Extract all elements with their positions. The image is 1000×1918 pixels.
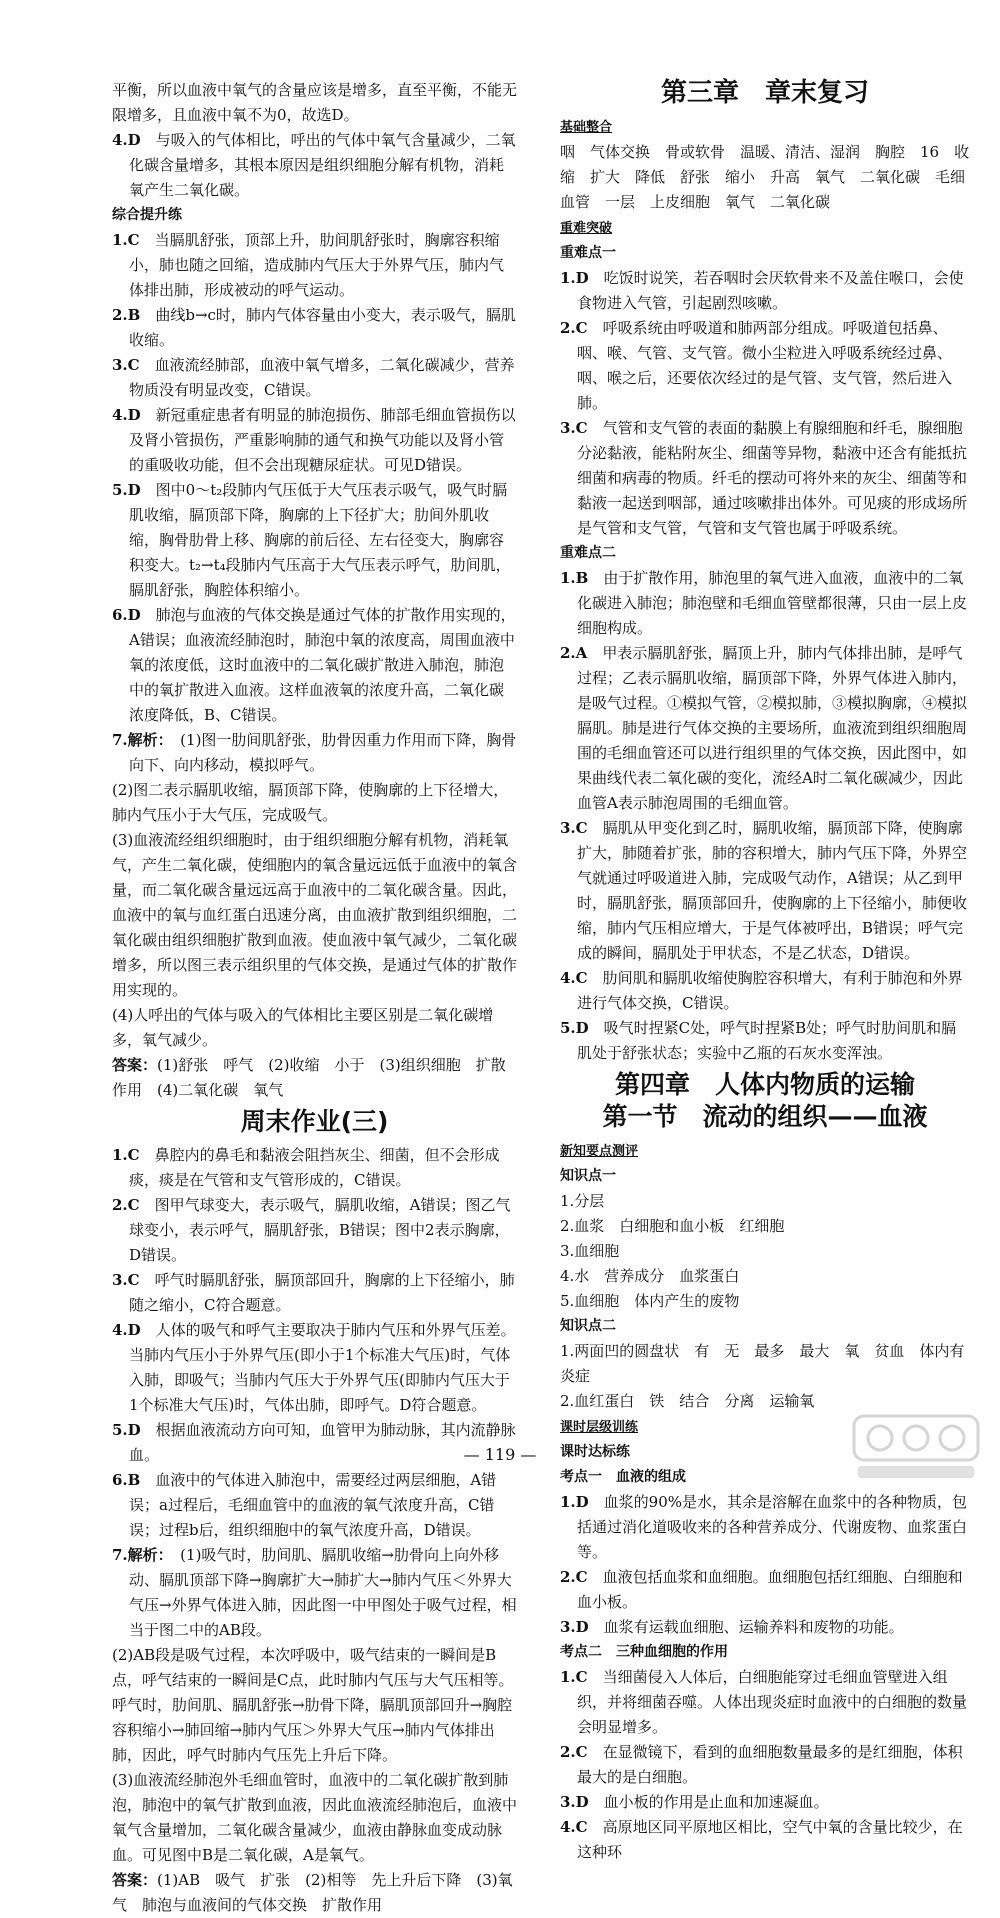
item-number: 1.D	[560, 269, 604, 287]
item-number: 5.D	[112, 481, 156, 499]
item-text: 血小板的作用是止血和加速凝血。	[603, 1793, 829, 1811]
answer-item	[112, 478, 517, 603]
right-column	[560, 74, 970, 1865]
item-text: 血液流经肺部，血液中氧气增多，二氧化碳减少，营养物质没有明显改变，C错误。	[129, 356, 515, 399]
answer-item	[112, 353, 517, 403]
item-number: 3.C	[112, 356, 155, 374]
chapter-title-weekend: 周末作业(三)	[240, 1107, 389, 1136]
item-number: 7.解析：	[112, 1546, 181, 1564]
answer-item	[560, 641, 970, 816]
kp2-items	[560, 1339, 970, 1414]
section-title-4-1: 第一节 流动的组织——血液	[602, 1102, 928, 1131]
item-number: 5.D	[560, 1019, 604, 1037]
item-text: 高原地区同平原地区相比，空气中氧的含量比较少，在这种环	[577, 1818, 963, 1861]
comprehensive-continuation	[112, 778, 517, 1053]
answer-item	[112, 303, 517, 353]
answer-item	[560, 1740, 970, 1790]
paragraph: 4.水 营养成分 血浆蛋白	[560, 1267, 740, 1285]
item-number: 2.C	[112, 1196, 155, 1214]
item-text: 当膈肌舒张，顶部上升，肋间肌舒张时，胸廓容积缩小，肺也随之回缩，造成肺内气压大于外界气压，肺内气体排出肺，形成被动的呼气运动。	[129, 231, 505, 299]
item-text: 肺泡与血液的气体交换是通过气体的扩散作用实现的，A错误；血液流经肺泡时，肺泡中氧的浓度高，周围血液中氧的浓度低，这时血液中的二氧化碳扩散进入肺泡，肺泡中的氧扩散进入血液。这样血液氧的浓度升高，二氧化碳浓度降低，B、C错误。	[129, 606, 516, 724]
paragraph: 1.两面凹的圆盘状 有 无 最多 最大 氧 贫血 体内有炎症	[560, 1342, 965, 1385]
answer-item	[112, 1268, 517, 1318]
item-number: 1.B	[560, 569, 604, 587]
paragraph: 平衡，所以血液中氧气的含量应该是增多，直至平衡，不能无限增多，且血液中氧不为0，故选D。	[112, 81, 518, 124]
exam1-title: 考点一 血液的组成	[560, 1469, 686, 1485]
watermark-logo	[850, 1412, 982, 1482]
paragraph: 3.血细胞	[560, 1242, 620, 1260]
answer-item	[560, 416, 970, 541]
item-number: 4.C	[560, 969, 603, 987]
item-text: 血浆的90%是水，其余是溶解在血浆中的各种物质，包括通过消化道吸收来的各种营养成分、代谢废物、血浆蛋白等。	[577, 1493, 968, 1561]
answer-item	[560, 316, 970, 416]
kp1-items	[560, 1189, 970, 1314]
item-text: 气管和支气管的表面的黏膜上有腺细胞和纤毛，腺细胞分泌黏液，能粘附灰尘、细菌等异物，黏液中还含有能抵抗细菌和病毒的物质。纤毛的摆动可将外来的灰尘、细菌等和黏液一起送到咽部，通过咳嗽排出体外。可见痰的形成场所是气管和支气管，气管和支气管也属于呼吸系统。	[577, 419, 968, 537]
item-text: 吃饭时说笑，若吞咽时会厌软骨来不及盖住喉口，会使食物进入气管，引起剧烈咳嗽。	[577, 269, 964, 312]
weekend-continuation	[112, 1643, 517, 1868]
answer-item	[112, 403, 517, 478]
answer-item	[112, 1143, 517, 1193]
practice-title: 课时层级训练	[560, 1420, 639, 1435]
answer-item	[112, 128, 517, 203]
weekend-items	[112, 1143, 517, 1643]
item-number: 2.C	[560, 1568, 603, 1586]
item-text: 人体的吸气和呼气主要取决于肺内气压和外界气压差。当肺内气压小于外界气压(即小于1个标准大气压)时，气体入肺，即吸气；当肺内气压大于外界气压(即肺内气压大于1个标准大气压)时，气体出肺，即呼气。D符合题意。	[129, 1321, 516, 1414]
item-text: 曲线b→c时，肺内气体容量由小变大，表示吸气，膈肌收缩。	[129, 306, 516, 349]
key2-items	[560, 566, 970, 1066]
paragraph: (3)血液流经肺泡外毛细血管时，血液中的二氧化碳扩散到肺泡，肺泡中的氧气扩散到血液，因此血液流经肺泡后，血液中氧气含量增加，二氧化碳含量减少，血液由静脉血变成动脉血。可见图中B是二氧化碳，A是氧气。	[112, 1771, 518, 1864]
item-text: 吸气时捏紧C处，呼气时捏紧B处；呼气时肋间肌和膈肌处于舒张状态；实验中乙瓶的石灰水变浑浊。	[577, 1019, 957, 1062]
item-number: 4.D	[112, 406, 156, 424]
answer-item	[560, 266, 970, 316]
answer-item	[112, 603, 517, 728]
basic-keywords: 咽 气体交换 骨或软骨 温暖、清洁、湿润 胸腔 16 收缩 扩大 降低 舒张 缩小 升高 氧气 二氧化碳 毛细血管 一层 上皮细胞 氧气 二氧化碳	[560, 143, 970, 211]
paragraph: (3)血液流经组织细胞时，由于组织细胞分解有机物，消耗氧气，产生二氧化碳，使细胞内的氧含量远远低于血液中的氧含量，而二氧化碳含量远远高于血液中的二氧化碳含量。因此，血液中的氧与血红蛋白迅速分离，由血液扩散到组织细胞，二氧化碳由组织细胞扩散到血液。使血液中氧气减少，二氧化碳增多，所以图三表示组织里的气体交换，是通过气体的扩散作用实现的。	[112, 831, 518, 999]
section-title-comprehensive: 综合提升练	[112, 207, 182, 223]
item-text: 膈肌从甲变化到乙时，膈肌收缩，膈顶部下降，使胸廓扩大，肺随着扩张，肺的容积增大，肺内气压下降，外界空气就通过呼吸道进入肺，完成吸气动作，A错误；从乙到甲时，膈肌舒张，膈顶部回升，使胸廓的上下径缩小，肺便收缩，肺内气压相应增大，于是气体被呼出，B错误；呼气完成的瞬间，膈肌处于甲状态，不是乙状态，D错误。	[577, 819, 968, 962]
item-text: (1)吸气时，肋间肌、膈肌收缩→肋骨向上向外移动、膈肌顶部下降→胸廓扩大→肺扩大→肺内气压＜外界大气压→外界气体进入肺，因此图一中甲图处于吸气过程，相当于图二中的AB段。	[129, 1546, 517, 1639]
kp1-title: 知识点一	[560, 1168, 616, 1184]
left-column	[112, 78, 517, 1918]
item-number: 4.D	[112, 131, 156, 149]
practice-sub: 课时达标练	[560, 1444, 630, 1460]
answer-item	[560, 1815, 970, 1865]
item-text: 当细菌侵入人体后，白细胞能穿过毛细血管壁进入组织，并将细菌吞噬。人体出现炎症时血液中的白细胞的数量会明显增多。	[577, 1668, 968, 1736]
answer-item	[560, 566, 970, 641]
page-number: — 119 —	[463, 1445, 537, 1464]
answer-item	[560, 1615, 970, 1640]
paragraph: (4)人呼出的气体与吸入的气体相比主要区别是二氧化碳增多，氧气减少。	[112, 1006, 494, 1049]
answer-item	[112, 1468, 517, 1543]
exam1-items	[560, 1490, 970, 1640]
item-number: 1.C	[112, 231, 155, 249]
answer-item	[112, 1543, 517, 1643]
item-text: 血浆有运载血细胞、运输养料和废物的功能。	[603, 1618, 904, 1636]
comprehensive-answer: 答案：(1)舒张 呼气 (2)收缩 小于 (3)组织细胞 扩散作用 (4)二氧化碳 氧气	[112, 1056, 506, 1099]
item-text: 新冠重症患者有明显的肺泡损伤、肺部毛细血管损伤以及肾小管损伤，严重影响肺的通气和换气功能以及肾小管的重吸收功能，但不会出现糖尿症状。可见D错误。	[129, 406, 516, 474]
item-text: 与吸入的气体相比，呼出的气体中氧气含量减少，二氧化碳含量增多，其根本原因是组织细胞分解有机物，消耗氧产生二氧化碳。	[129, 131, 516, 199]
item-number: 4.C	[560, 1818, 603, 1836]
answer-item	[560, 1790, 970, 1815]
paragraph: 2.血红蛋白 铁 结合 分离 运输氧	[560, 1392, 815, 1410]
item-text: 根据血液流动方向可知，血管甲为肺动脉，其内流静脉血。	[129, 1421, 516, 1464]
item-number: 2.A	[560, 644, 603, 662]
basic-title: 基础整合	[560, 120, 613, 135]
answer-item	[112, 728, 517, 778]
item-number: 4.D	[112, 1321, 156, 1339]
key2-title: 重难点二	[560, 545, 616, 561]
key-title: 重难突破	[560, 221, 613, 236]
key1-title: 重难点一	[560, 245, 616, 261]
item-text: 甲表示膈肌舒张，膈顶上升，肺内气体排出肺，是呼气过程；乙表示膈肌收缩，膈顶部下降，外界气体进入肺内，是吸气过程。①模拟气管，②模拟肺，③模拟胸廓，④模拟膈肌。肺是进行气体交换的主要场所，血液流到组织细胞周围的毛细血管还可以进行组织里的气体交换，因此图中，如果曲线代表二氧化碳的变化，流经A时二氧化碳减少，因此血管A表示肺泡周围的毛细血管。	[577, 644, 968, 812]
answer-item	[560, 816, 970, 966]
answer-item	[560, 1665, 970, 1740]
item-number: 1.D	[560, 1493, 604, 1511]
exam2-items	[560, 1665, 970, 1865]
answer-item	[560, 1490, 970, 1565]
item-number: 7.解析：	[112, 731, 181, 749]
exam2-title: 考点二 三种血细胞的作用	[560, 1644, 728, 1660]
item-number: 3.D	[560, 1618, 604, 1636]
paragraph: 5.血细胞 体内产生的废物	[560, 1292, 740, 1310]
item-number: 3.C	[560, 819, 603, 837]
intro-block	[112, 78, 517, 203]
chapter-title-3: 第三章 章末复习	[660, 78, 869, 108]
item-text: 呼吸系统由呼吸道和肺两部分组成。呼吸道包括鼻、咽、喉、气管、支气管。微小尘粒进入呼吸系统经过鼻、咽、喉之后，还要依次经过的是气管、支气管，然后进入肺。	[577, 319, 953, 412]
chapter-title-4: 第四章 人体内物质的运输	[614, 1070, 915, 1099]
item-text: 鼻腔内的鼻毛和黏液会阻挡灰尘、细菌，但不会形成痰，痰是在气管和支气管形成的，C错误。	[129, 1146, 500, 1189]
newknow-title: 新知要点测评	[560, 1144, 639, 1159]
answer-item	[560, 1016, 970, 1066]
item-text: 由于扩散作用，肺泡里的氧气进入血液，血液中的二氧化碳进入肺泡；肺泡壁和毛细血管壁都很薄，只由一层上皮细胞构成。	[577, 569, 968, 637]
item-number: 2.B	[112, 306, 156, 324]
item-number: 3.C	[112, 1271, 155, 1289]
item-number: 1.C	[112, 1146, 155, 1164]
key1-items	[560, 266, 970, 541]
item-number: 6.B	[112, 1471, 156, 1489]
paragraph: 2.血浆 白细胞和血小板 红细胞	[560, 1217, 785, 1235]
item-text: 呼气时膈肌舒张，膈顶部回升，胸廓的上下径缩小，肺随之缩小，C符合题意。	[129, 1271, 515, 1314]
item-text: 图中0～t₂段肺内气压低于大气压表示吸气，吸气时膈肌收缩，膈顶部下降，胸廓的上下径扩大；肋间外肌收缩，胸骨肋骨上移、胸廓的前后径、左右径变大，胸廓容积变大。t₂→t₄段肺内气压高于大气压表示呼气，肋间肌，膈肌舒张，胸腔体积缩小。	[129, 481, 511, 599]
item-number: 1.C	[560, 1668, 603, 1686]
item-number: 2.C	[560, 319, 603, 337]
answer-item	[560, 1565, 970, 1615]
comprehensive-items	[112, 228, 517, 778]
item-text: 血液中的气体进入肺泡中，需要经过两层细胞，A错误；a过程后，毛细血管中的血液的氧气浓度升高，C错误；过程b后，组织细胞中的氧气浓度升高，D错误。	[129, 1471, 497, 1539]
item-text: 血液包括血浆和血细胞。血细胞包括红细胞、白细胞和血小板。	[577, 1568, 963, 1611]
item-text: 在显微镜下，看到的血细胞数量最多的是红细胞，体积最大的是白细胞。	[577, 1743, 963, 1786]
weekend-answer: 答案：(1)AB 吸气 扩张 (2)相等 先上升后下降 (3)氧气 肺泡与血液间的气体交换 扩散作用	[112, 1871, 513, 1914]
answer-item	[112, 228, 517, 303]
item-text: 图甲气球变大，表示吸气，膈肌收缩，A错误；图乙气球变小，表示呼气，膈肌舒张，B错误；图中2表示胸廓，D错误。	[129, 1196, 511, 1264]
answer-item	[560, 966, 970, 1016]
item-number: 5.D	[112, 1421, 156, 1439]
paragraph: 1.分层	[560, 1192, 605, 1210]
item-number: 6.D	[112, 606, 156, 624]
item-number: 3.D	[560, 1793, 604, 1811]
item-number: 3.C	[560, 419, 603, 437]
paragraph: (2)图二表示膈肌收缩，膈顶部下降，使胸廓的上下径增大，肺内气压小于大气压，完成吸气。	[112, 781, 509, 824]
item-text: 肋间肌和膈肌收缩使胸腔容积增大，有利于肺泡和外界进行气体交换，C错误。	[577, 969, 963, 1012]
item-number: 2.C	[560, 1743, 603, 1761]
answer-item	[112, 1193, 517, 1268]
paragraph: (2)AB段是吸气过程，本次呼吸中，吸气结束的一瞬间是B点，呼气结束的一瞬间是C点，此时肺内气压与大气压相等。呼气时，肋间肌、膈肌舒张→肋骨下降，膈肌顶部回升→胸腔容积缩小→肺回缩→肺内气压＞外界大气压→肺内气体排出肺，因此，呼气时肺内气压先上升后下降。	[112, 1646, 514, 1764]
kp2-title: 知识点二	[560, 1318, 616, 1334]
item-text: (1)图一肋间肌舒张，肋骨因重力作用而下降，胸骨向下、向内移动，模拟呼气。	[129, 731, 517, 774]
answer-item	[112, 1318, 517, 1418]
